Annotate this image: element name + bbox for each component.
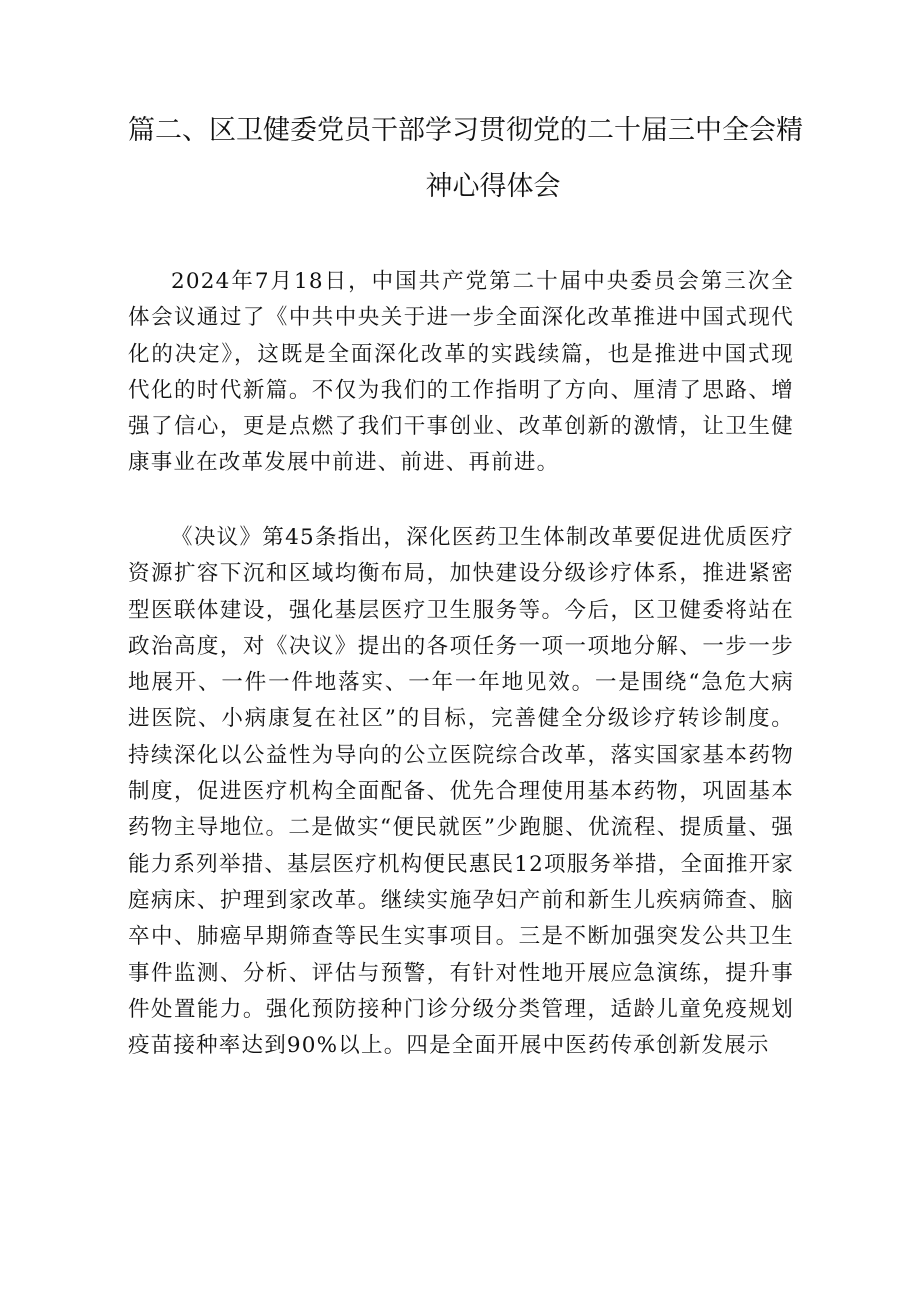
paragraph-1: 2024年7月18日，中国共产党第二十届中央委员会第三次全体会议通过了《中共中央关于进一步全面深化改革推进中国式现代化的决定》，这既是全面深化改革的实践续篇，也是推进中国式现代化的时代新篇。不仅为我们的工作指明了方向、厘清了思路、增强了信心，更是点燃了我们干事创业、改革创新的激情，让卫生健康事业在改革发展中前进、前进、再前进。 [128, 269, 794, 476]
document-title [128, 106, 803, 212]
title-line-2: 神心得体会 [425, 171, 561, 202]
title-line-1: 篇二、区卫健委党员干部学习贯彻党的二十届三中全会精 [128, 115, 803, 146]
paragraph-2: 《决议》第45条指出，深化医药卫生体制改革要促进优质医疗资源扩容下沉和区域均衡布局，加快建设分级诊疗体系，推进紧密型医联体建设，强化基层医疗卫生服务等。今后，区卫健委将站在政治高度，对《决议》提出的各项任务一项一项地分解、一步一步地展开、一件一件地落实、一年一年地见效。一是围绕“急危大病进医院、小病康复在社区”的目标，完善健全分级诊疗转诊制度。持续深化以公益性为导向的公立医院综合改革，落实国家基本药物制度，促进医疗机构全面配备、优先合理使用基本药物，巩固基本药物主导地位。二是做实“便民就医”少跑腿、优流程、提质量、强能力系列举措、基层医疗机构便民惠民12项服务举措，全面推开家庭病床、护理到家改革。继续实施孕妇产前和新生儿疾病筛查、脑卒中、肺癌早期筛查等民生实事项目。三是不断加强突发公共卫生事件监测、分析、评估与预警，有针对性地开展应急演练，提升事件处置能力。强化预防接种门诊分级分类管理，适龄儿童免疫规划疫苗接种率达到90%以上。四是全面开展中医药传承创新发展示 [128, 525, 794, 1059]
